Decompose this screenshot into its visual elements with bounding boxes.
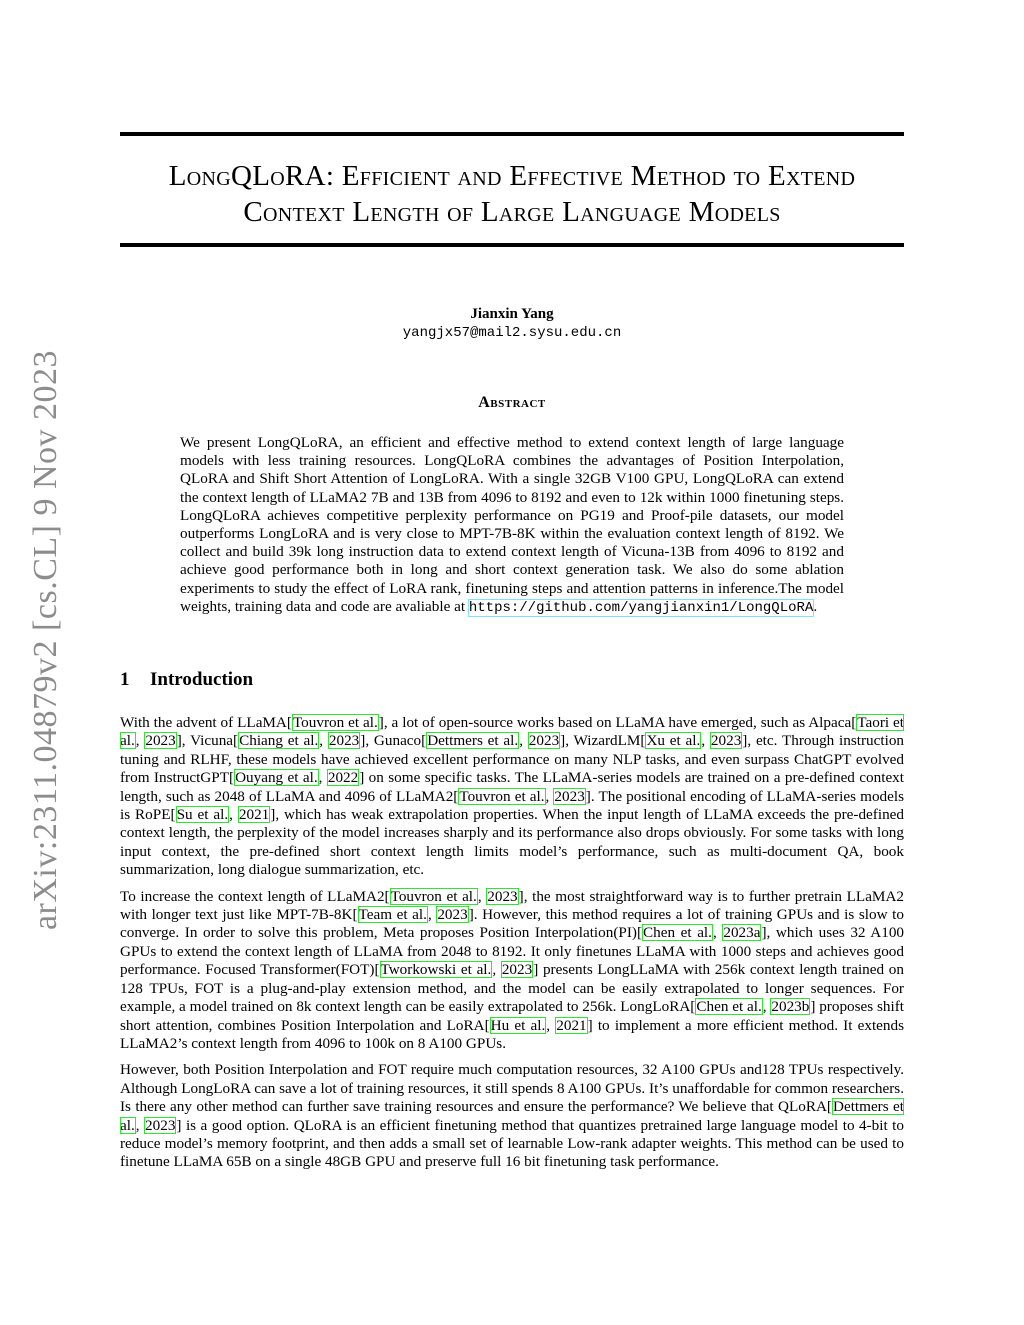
section-number: 1	[120, 669, 130, 690]
citation-link[interactable]: Touvron et al.	[292, 714, 378, 731]
citation-link[interactable]: Touvron et al.	[459, 787, 545, 805]
intro-paragraph-1	[120, 714, 904, 880]
paragraph-text: ,	[762, 998, 771, 1016]
paragraph-text: ], WizardLM[	[560, 732, 646, 750]
paragraph-text: ,	[427, 906, 437, 924]
section-heading	[120, 669, 253, 691]
paragraph-text: ,	[701, 732, 710, 750]
paper-title-line-1: LongQLoRA: Efficient and Effective Method to Extend	[168, 160, 856, 192]
paragraph-text: ], Gunaco[	[360, 732, 427, 750]
paragraph-text: ,	[492, 961, 501, 979]
paragraph-text: ,	[545, 787, 554, 805]
citation-link[interactable]: Touvron et al.	[390, 887, 477, 905]
citation-link[interactable]: Ouyang et al.	[235, 769, 318, 787]
paragraph-text: ,	[318, 769, 327, 787]
paper-title-line-2: Context Length of Large Language Models	[243, 196, 781, 228]
code-link[interactable]: https://github.com/yangjianxin1/LongQLoRA	[468, 599, 814, 616]
citation-link[interactable]: 2021	[238, 806, 270, 824]
paragraph-text: ] presents LongLLaMA with 256k context length trained on 128 TPUs, FOT is a plug-and-play extension method, and the model can be easily extrapolated to longer sequences. For example, a model trained on 8k context length can be easily extrapolated to 256k. LongLoRA[	[120, 961, 904, 1016]
paragraph-text: ], Vicuna[	[176, 732, 239, 750]
citation-link[interactable]: 2023b	[771, 998, 810, 1016]
paragraph-text: ] on some specific tasks. The LLaMA-series models are trained on a pre-defined context length, such as 2048 of LLaMA and 4096 of LLaMA2[	[120, 769, 904, 805]
citation-link[interactable]: 2023	[710, 732, 742, 750]
paragraph-text: ,	[135, 732, 145, 750]
paragraph-text: ], a lot of open-source works based on LLaMA have emerged, such as Alpaca[	[378, 714, 857, 731]
abstract-body	[180, 434, 844, 617]
citation-link[interactable]: Hu et al.	[490, 1016, 546, 1034]
citation-link[interactable]: 2021	[556, 1016, 587, 1034]
citation-link[interactable]: 2022	[327, 769, 359, 787]
citation-link[interactable]: 2023	[501, 961, 533, 979]
citation-link[interactable]: Dettmers et al.	[427, 732, 519, 750]
abstract-heading: Abstract	[478, 394, 546, 411]
title-rule-top	[120, 132, 904, 136]
paragraph-text: ]. The positional encoding of LLaMA-series models is RoPE[	[120, 787, 905, 824]
citation-link[interactable]: 2023	[437, 906, 468, 924]
citation-link[interactable]: 2023a	[723, 924, 761, 942]
intro-paragraph-3	[120, 1061, 904, 1171]
paragraph-text: ,	[519, 732, 528, 750]
citation-link[interactable]: Dettmers et al.	[120, 1098, 904, 1134]
introduction-body	[120, 714, 904, 1180]
abstract-end: .	[813, 597, 818, 615]
paragraph-text: ] proposes shift short attention, combines Position Interpolation and LoRA[	[120, 998, 905, 1034]
citation-link[interactable]: 2023	[554, 787, 585, 805]
citation-link[interactable]: 2023	[328, 732, 360, 750]
paragraph-text: However, both Position Interpolation and FOT require much computation resources, 32 A100 GPUs and128 TPUs respectively. Although LongLoRA can save a lot of training resources, it still spends 8 A100 GPUs. It’s unaffordable for common researchers. Is there any other method can further save training resources and ensure the performance? We believe that QLoRA[	[120, 1061, 904, 1116]
paragraph-text: ,	[135, 1116, 145, 1134]
section-title: Introduction	[150, 669, 254, 690]
citation-link[interactable]: Taori et al.	[120, 714, 904, 750]
citation-link[interactable]: Chen et al.	[643, 924, 712, 942]
arxiv-side-stamp: arXiv:2311.04879v2 [cs.CL] 9 Nov 2023	[27, 349, 64, 931]
citation-link[interactable]: Chiang et al.	[239, 732, 319, 750]
citation-link[interactable]: 2023	[487, 887, 518, 905]
paragraph-text: ], the most straightforward way is to further pretrain LLaMA2 with longer text just like MPT-7B-8K[	[120, 887, 905, 924]
paragraph-text: ,	[712, 924, 723, 942]
citation-link[interactable]: Team et al.	[358, 906, 427, 924]
paragraph-text: ], etc. Through instruction tuning and RLHF, these models have achieved excellent performance on many NLP tasks, and even surpass ChatGPT evolved from InstructGPT[	[120, 732, 905, 787]
author-name: Jianxin Yang	[470, 306, 554, 322]
citation-link[interactable]: Tworkowski et al.	[380, 961, 492, 979]
citation-link[interactable]: Su et al.	[176, 806, 229, 824]
paragraph-text: ] to implement a more efficient method. It extends LLaMA2’s context length from 4096 to 100k on 8 A100 GPUs.	[120, 1016, 905, 1052]
paragraph-text: ,	[229, 806, 238, 824]
citation-link[interactable]: 2023	[145, 1116, 176, 1134]
title-rule-bottom	[120, 243, 904, 247]
paragraph-text: ] is a good option. QLoRA is an efficient finetuning method that quantizes pretrained large language model to 4-bit to reduce model’s memory footprint, and then adds a small set of learnable Low-rank adapter weights. This method can be used to finetune LLaMA 65B on a single 48GB GPU and preserve full 16 bit finetuning task performance.	[120, 1116, 904, 1171]
paragraph-text: ], which has weak extrapolation properties. When the input length of LLaMA exceeds the pre-defined context length, the perplexity of the model increases sharply and its performance also drops obviously. For some tasks with long input context, the pre-defined short context length limits model’s performance, such as multi-document QA, book summarization, long dialogue summarization, etc.	[120, 806, 904, 879]
abstract-text: We present LongQLoRA, an efficient and effective method to extend context length of large language models with less training resources. LongQLoRA combines the advantages of Position Interpolation, QLoRA and Shift Short Attention of LongLoRA. With a single 32GB V100 GPU, LongQLoRA can extend the context length of LLaMA2 7B and 13B from 4096 to 8192 and even to 12k within 1000 finetuning steps. LongQLoRA achieves competitive perplexity performance on PG19 and Proof-pile datasets, our model outperforms LongLoRA and is very close to MPT-7B-8K within the evaluation context length of 8192. We collect and build 39k long instruction data to extend context length of Vicuna-13B from 4096 to 8192 and achieve good performance both in long and short context generation task. We also do some ablation experiments to study the effect of LoRA rank, finetuning steps and attention patterns in inference.The model weights, training data and code are avaliable at	[180, 434, 844, 615]
paragraph-text: ]. However, this method requires a lot of training GPUs and is slow to converge. In order to solve this problem, Meta proposes Position Interpolation(PI)[	[120, 906, 904, 942]
paragraph-text: To increase the context length of LLaMA2[	[120, 887, 390, 905]
citation-link[interactable]: Chen et al.	[696, 998, 762, 1016]
intro-paragraph-2	[120, 888, 904, 1054]
citation-link[interactable]: Xu et al.	[646, 732, 701, 750]
paragraph-text: ,	[546, 1016, 556, 1034]
citation-link[interactable]: 2023	[145, 732, 176, 750]
paragraph-text: ,	[319, 732, 328, 750]
paragraph-text: ,	[477, 887, 487, 905]
paragraph-text: ], which uses 32 A100 GPUs to extend the context length of LLaMA from 2048 to 8192. It only finetunes LLaMA with 1000 steps and achieves good performance. Focused Transformer(FOT)[	[120, 924, 905, 979]
paper-title	[100, 158, 924, 230]
citation-link[interactable]: 2023	[528, 732, 560, 750]
paragraph-text: With the advent of LLaMA[	[120, 714, 292, 731]
author-email: yangjx57@mail2.sysu.edu.cn	[402, 325, 622, 341]
